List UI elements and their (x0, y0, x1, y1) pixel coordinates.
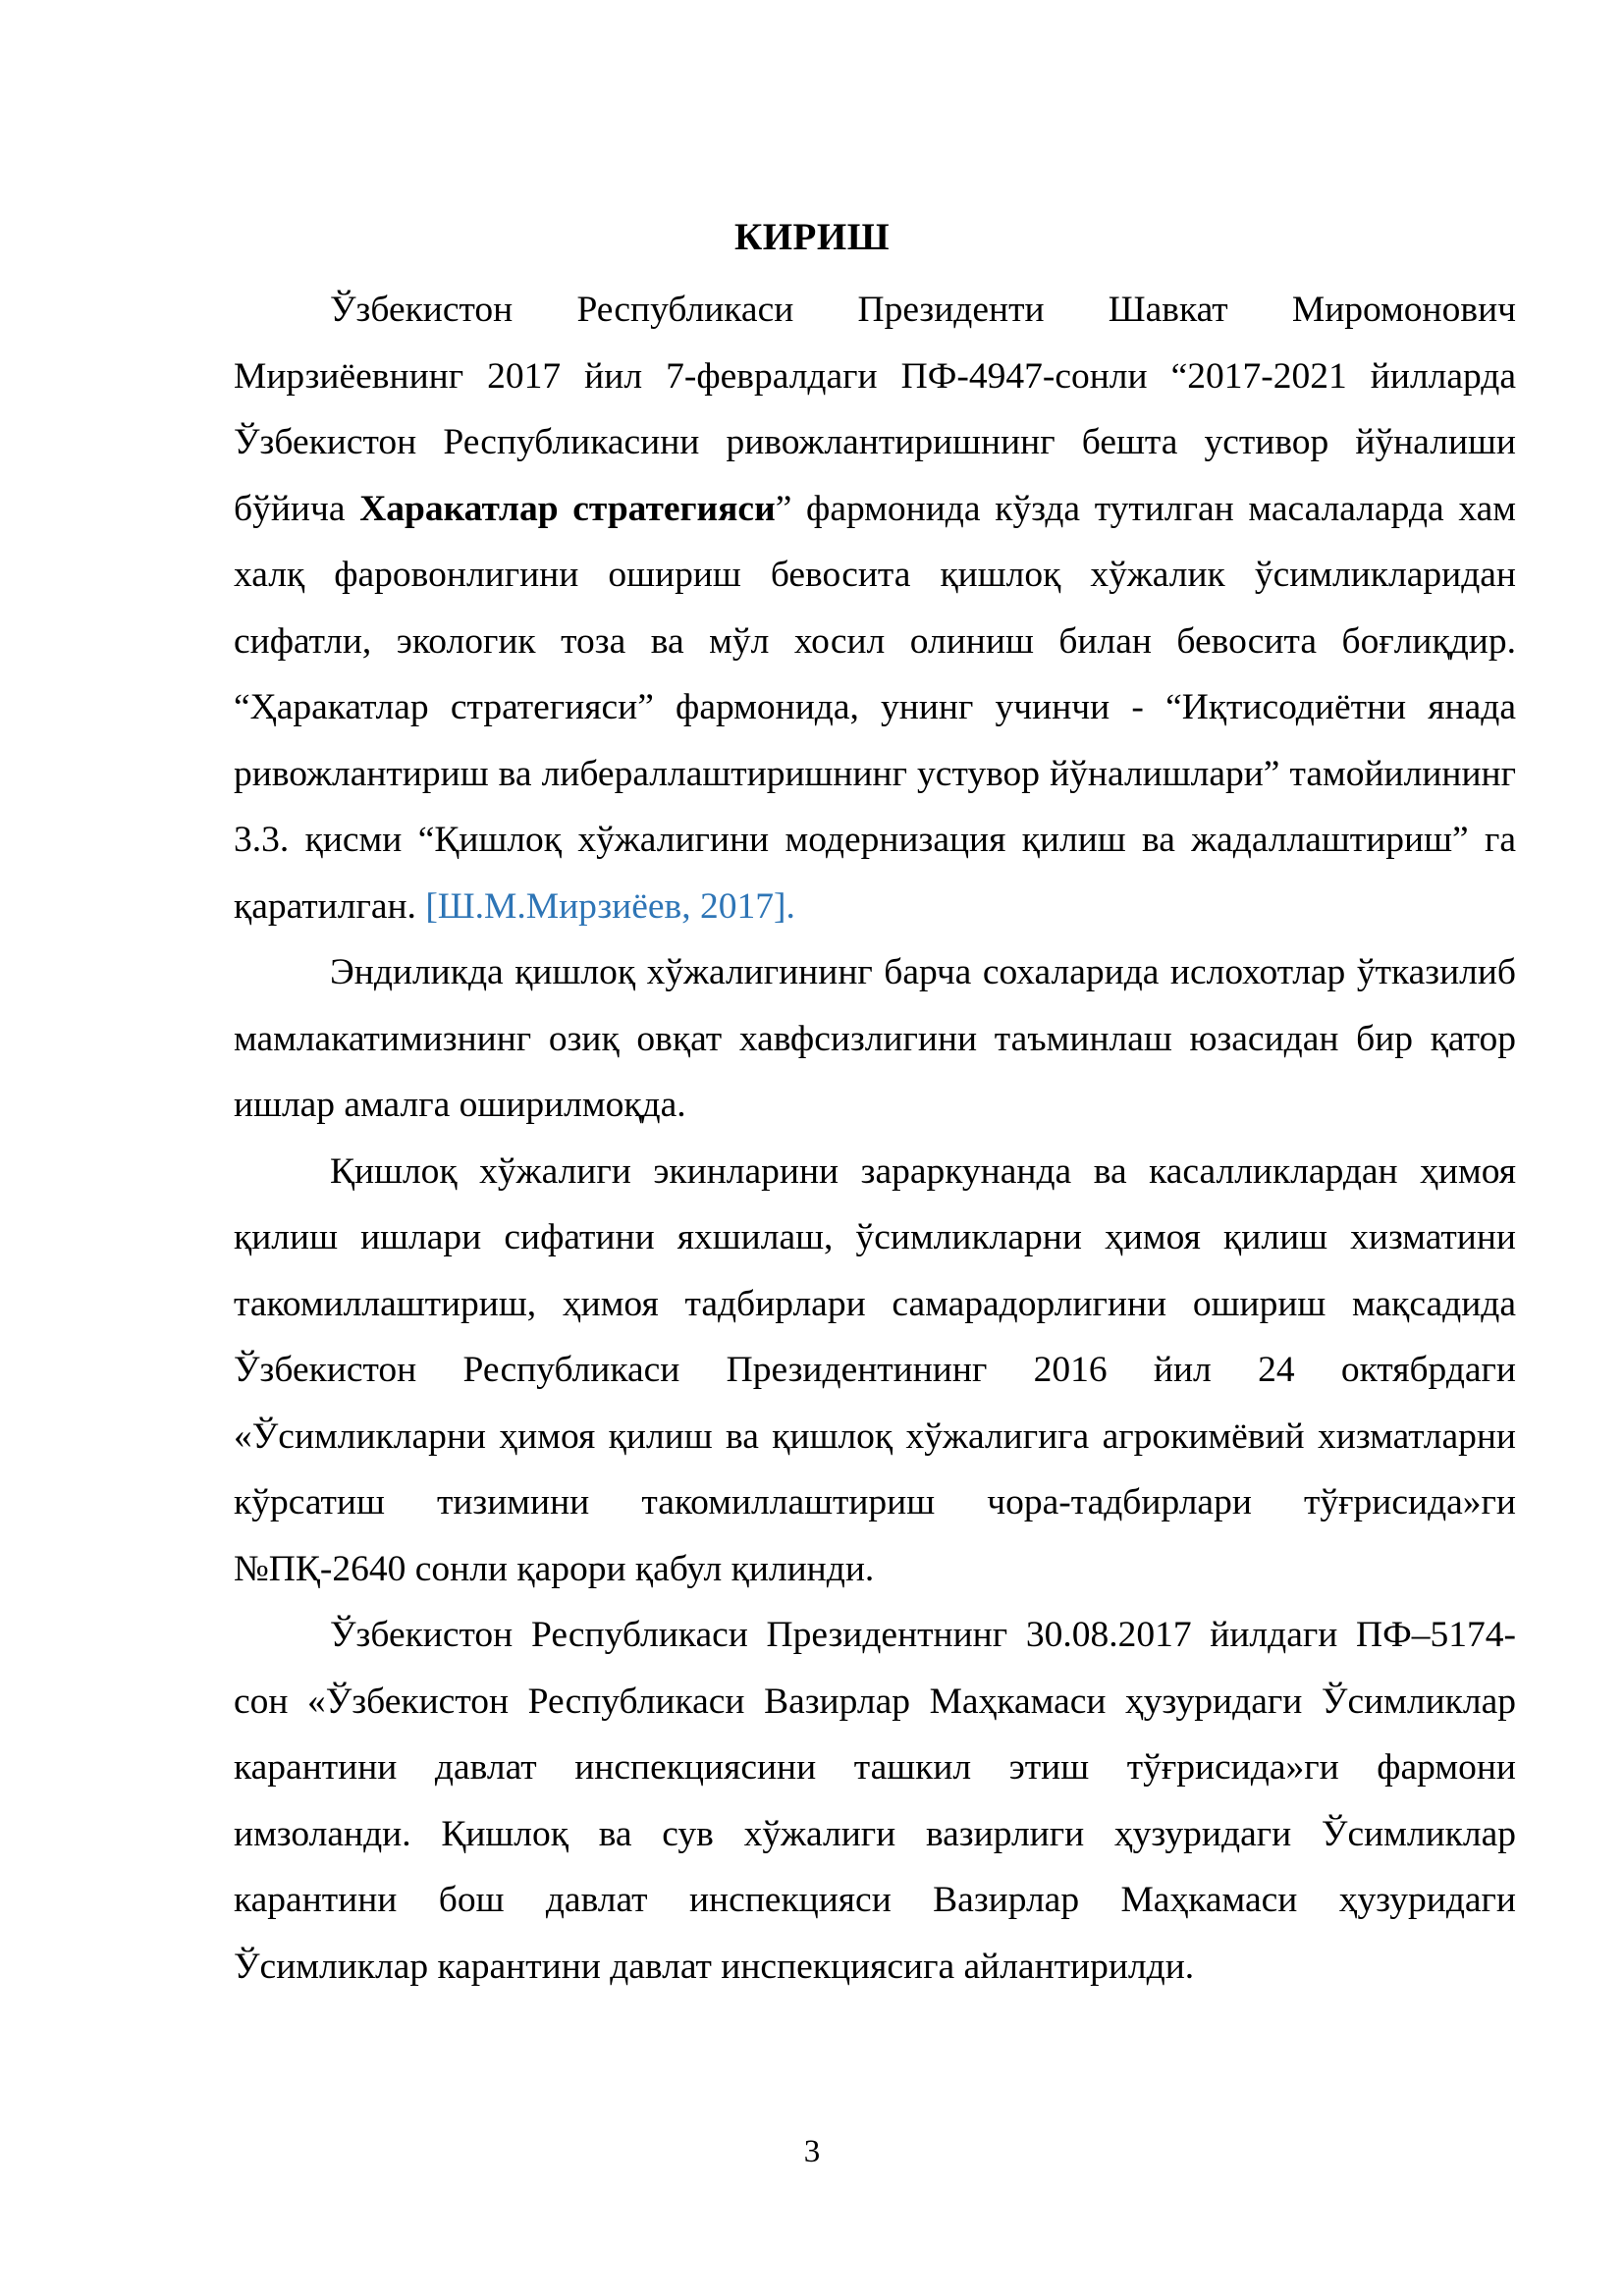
paragraph-2: Эндиликда қишлоқ хўжалигининг барча сохаларида ислохотлар ўтказилиб мамлакатимизнинг озиқ овқат хавфсизлигини таъминлаш юзасидан бир қатор ишлар амалга оширилмоқда. (234, 952, 1516, 1125)
bold-strategy-title: Харакатлар стратегияси (359, 488, 776, 529)
paragraph-4: Ўзбекистон Республикаси Президентнинг 30.08.2017 йилдаги ПФ–5174-сон «Ўзбекистон Республикаси Вазирлар Маҳкамаси ҳузуридаги Ўсимликлар карантини давлат инспекциясини ташкил этиш тўғрисида»ги фармони имзоланди. Қишлоқ ва сув хўжалиги вазирлиги ҳузуридаги Ўсимликлар карантини бош давлат инспекцияси Вазирлар Маҳкамаси ҳузуридаги Ўсимликлар карантини давлат инспекциясига айлантирилди. (234, 1615, 1516, 1987)
paragraph-1 (234, 277, 1516, 939)
paragraph-3: Қишлоқ хўжалиги экинларини зараркунанда ва касалликлардан ҳимоя қилиш ишлари сифатини яхшилаш, ўсимликларни ҳимоя қилиш хизматини такомиллаштириш, ҳимоя тадбирлари самарадорлигини ошириш мақсадида Ўзбекистон Республикаси Президентининг 2016 йил 24 октябрдаги «Ўсимликларни ҳимоя қилиш ва қишлоқ хўжалигига агрокимёвий хизматларни кўрсатиш тизимини такомиллаштириш чора-тадбирлари тўғрисида»ги №ПҚ-2640 сонли қарори қабул қилинди. (234, 1150, 1516, 1589)
page-number: 3 (803, 2134, 821, 2169)
page-title: КИРИШ (733, 216, 891, 259)
body-text (234, 277, 1516, 2000)
paragraph-1-text-end: ” фармонида кўзда тутилган масалаларда хам халқ фаровонлигини ошириш бевосита қишлоқ хўжалик ўсимликларидан сифатли, экологик тоза ва мўл хосил олиниш билан бевосита боғлиқдир. “Ҳаракатлар стратегияси” фармонида, унинг учинчи - “Иқтисодиётни янада ривожлантириш ва либераллаштиришнинг устувор йўналишлари” тамойилининг 3.3. қисми “Қишлоқ хўжалигини модернизация қилиш ва жадаллаштириш” га қаратилган. (234, 488, 1516, 927)
citation-link[interactable]: [Ш.М.Мирзиёев, 2017]. (425, 885, 795, 927)
paragraph-1-text-start: Ўзбекистон Республикаси Президенти Шавкат Миромонович Мирзиёевнинг 2017 йил 7-февралдаги ПФ-4947-сонли “2017-2021 йилларда Ўзбекистон Республикасини ривожлантиришнинг бешта устивор йўналиши бўйича (234, 290, 1516, 529)
